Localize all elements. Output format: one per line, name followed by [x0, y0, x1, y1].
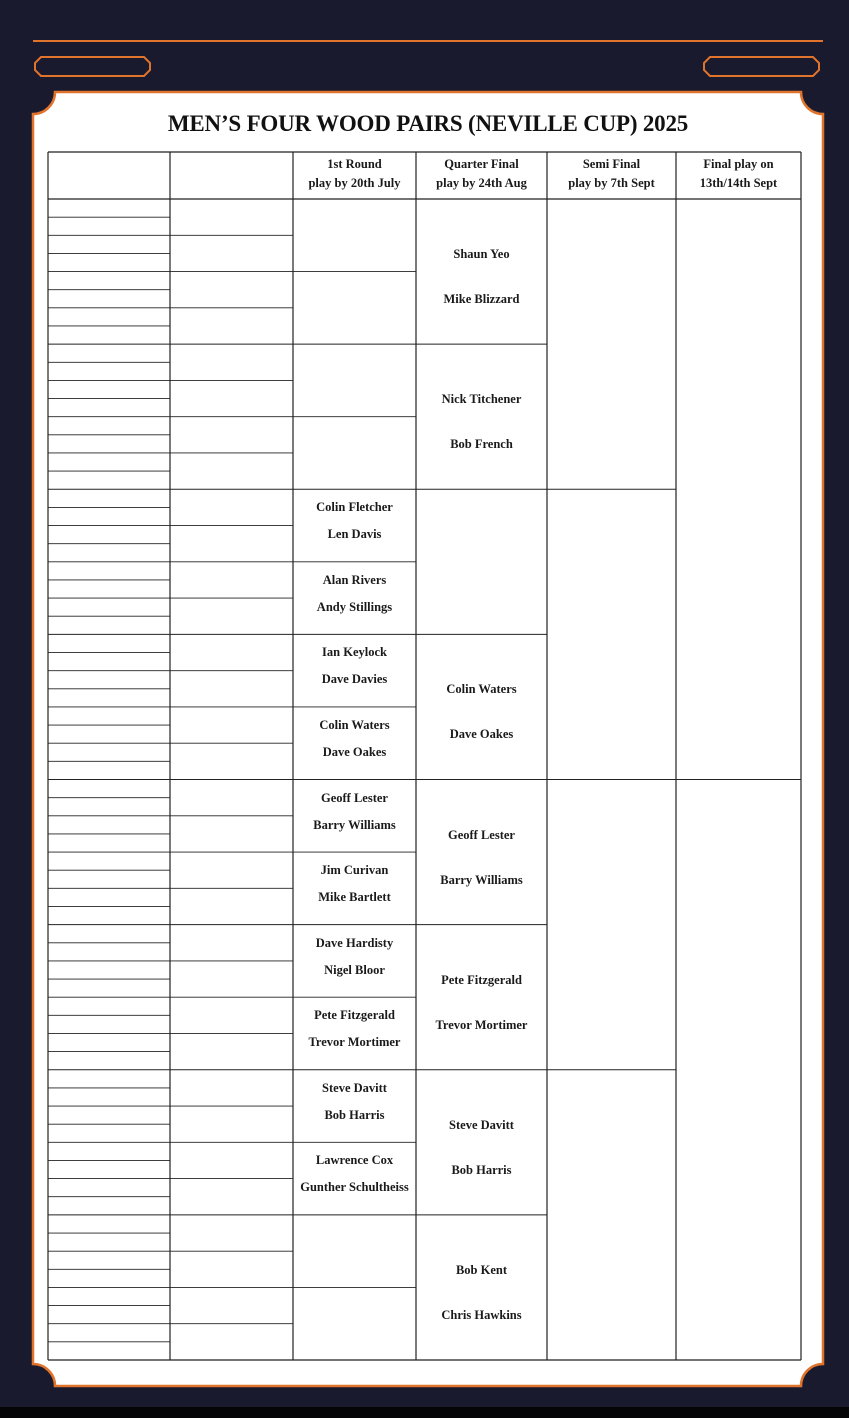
header-semi-final-date: play by 7th Sept — [568, 176, 655, 190]
first-round-player-1: Lawrence Cox — [315, 1153, 394, 1168]
first-round-player-2: Andy Stillings — [316, 599, 393, 614]
header-quarter-final — [416, 155, 547, 197]
header-final — [676, 155, 801, 197]
quarter-final-player-1: Nick Titchener — [441, 392, 522, 407]
header-final-title: Final play on — [703, 157, 774, 171]
first-round-player-1: Dave Hardisty — [315, 935, 394, 950]
first-round-player-2: Trevor Mortimer — [308, 1035, 401, 1050]
quarter-final-player-1: Pete Fitzgerald — [441, 972, 522, 987]
header-semi-final — [547, 155, 676, 197]
first-round-player-1: Pete Fitzgerald — [314, 1008, 395, 1023]
quarter-final-player-2: Mike Blizzard — [443, 292, 520, 306]
quarter-final-player-2: Trevor Mortimer — [435, 1017, 528, 1032]
quarter-final-player-1: Bob Kent — [455, 1262, 508, 1277]
page-title: MEN’S FOUR WOOD PAIRS (NEVILLE CUP) 2025 — [167, 111, 689, 136]
first-round-player-1: Geoff Lester — [321, 790, 388, 805]
header-first-round-title: 1st Round — [327, 157, 382, 171]
first-round-player-2: Barry Williams — [313, 817, 396, 832]
header-first-round-date: play by 20th July — [308, 176, 401, 190]
quarter-final-player-2: Dave Oakes — [449, 727, 514, 742]
first-round-player-1: Colin Fletcher — [316, 500, 393, 515]
header-first-round — [293, 155, 416, 197]
first-round-player-2: Bob Harris — [324, 1107, 385, 1122]
first-round-player-2: Len Davis — [327, 527, 382, 542]
first-round-player-2: Mike Bartlett — [318, 890, 391, 905]
quarter-final-player-1: Geoff Lester — [448, 827, 515, 842]
first-round-player-1: Jim Curivan — [320, 863, 389, 878]
first-round-player-2: Nigel Bloor — [324, 962, 385, 977]
header-quarter-final-title: Quarter Final — [444, 157, 519, 171]
quarter-final-player-2: Bob Harris — [451, 1162, 512, 1177]
first-round-player-1: Ian Keylock — [322, 645, 387, 660]
first-round-player-2: Gunther Schultheiss — [300, 1180, 409, 1195]
header-semi-final-title: Semi Final — [582, 157, 641, 171]
first-round-player-2: Dave Oakes — [322, 744, 387, 759]
first-round-player-1: Alan Rivers — [322, 572, 387, 587]
quarter-final-player-1: Steve Davitt — [449, 1117, 514, 1132]
first-round-player-1: Colin Waters — [319, 717, 390, 732]
quarter-final-player-2: Barry Williams — [440, 872, 523, 887]
quarter-final-player-1: Shaun Yeo — [453, 247, 510, 261]
header-quarter-final-date: play by 24th Aug — [436, 176, 527, 190]
first-round-player-2: Dave Davies — [321, 672, 388, 687]
header-final-date: 13th/14th Sept — [699, 176, 778, 190]
quarter-final-player-1: Colin Waters — [446, 682, 517, 697]
quarter-final-player-2: Bob French — [450, 437, 513, 452]
quarter-final-player-2: Chris Hawkins — [441, 1307, 522, 1322]
first-round-player-1: Steve Davitt — [322, 1080, 387, 1095]
